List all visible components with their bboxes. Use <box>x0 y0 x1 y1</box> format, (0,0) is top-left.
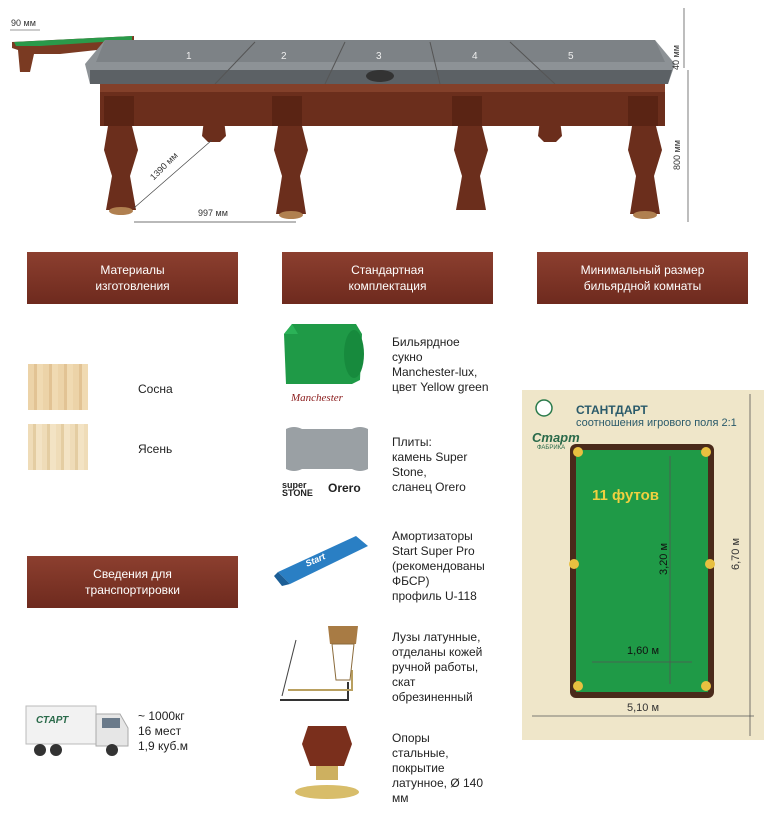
standard-header: Стандартная комплектация <box>282 252 493 304</box>
dim-width: 997 мм <box>198 208 228 218</box>
pine-label: Сосна <box>138 382 173 396</box>
table-top <box>85 40 675 84</box>
cushion-text: Амортизаторы Start Super Pro (рекомендованы ФБСР) профиль U-118 <box>392 529 485 603</box>
slate-text: Плиты: камень Super Stone, сланец Orero <box>392 435 468 494</box>
room-subtitle: соотношения игрового поля 2:1 <box>576 417 737 429</box>
transport-info: ~ 1000кг 16 мест 1,9 куб.м <box>138 709 188 753</box>
room-length-label: 6,70 м <box>730 537 742 570</box>
dim-height-top: 40 мм <box>671 45 681 70</box>
cloth-text: Бильярдное сукно Manchester-lux, цвет Yellow green <box>392 335 489 394</box>
billiard-table-illustration <box>0 0 767 240</box>
slate-image <box>282 425 372 475</box>
start-cushion-logo: Start <box>303 551 327 569</box>
slate-number-5: 5 <box>568 51 574 62</box>
materials-header: Материалы изготовления <box>27 252 238 304</box>
dim-height: 800 мм <box>672 140 682 170</box>
dim-depth: 1390 мм <box>148 150 180 183</box>
slate-number-3: 3 <box>376 51 382 62</box>
foot-image <box>282 722 372 800</box>
slate-number-2: 2 <box>281 51 287 62</box>
room-width-label: 5,10 м <box>627 702 660 714</box>
size-label: 11 футов <box>592 487 660 504</box>
truck-image <box>24 700 132 760</box>
field-width-label: 1,60 м <box>627 645 660 657</box>
room-header: Минимальный размер бильярдной комнаты <box>537 252 748 304</box>
room-title: СТАНТДАРТ <box>576 403 648 417</box>
table-skirt <box>100 84 665 126</box>
table-legs <box>104 120 662 219</box>
orero-logo: Orero <box>328 481 361 495</box>
foot-text: Опоры стальные, покрытие латунное, Ø 140 мм <box>392 731 484 805</box>
pine-swatch <box>28 364 88 410</box>
ash-label: Ясень <box>138 442 173 456</box>
manchester-logo: Manchester <box>291 392 343 404</box>
brand-sub: ФАБРИКА <box>537 445 566 451</box>
slate-number-1: 1 <box>186 51 192 62</box>
slate-number-4: 4 <box>472 51 478 62</box>
pocket-image <box>278 620 370 708</box>
transport-header: Сведения для транспортировки <box>27 556 238 608</box>
dim-rail-width: 90 мм <box>11 18 36 28</box>
brand-logo: Старт <box>532 430 580 445</box>
superstone-logo-line2: STONE <box>282 488 313 498</box>
superstone-logo-line1: super <box>282 480 307 490</box>
field-length-label: 3,20 м <box>658 542 670 575</box>
ash-swatch <box>28 424 88 470</box>
truck-logo: СТАРТ <box>36 715 69 726</box>
pocket-text: Лузы латунные, отделаны кожей ручной работы, скат обрезиненный <box>392 630 483 704</box>
